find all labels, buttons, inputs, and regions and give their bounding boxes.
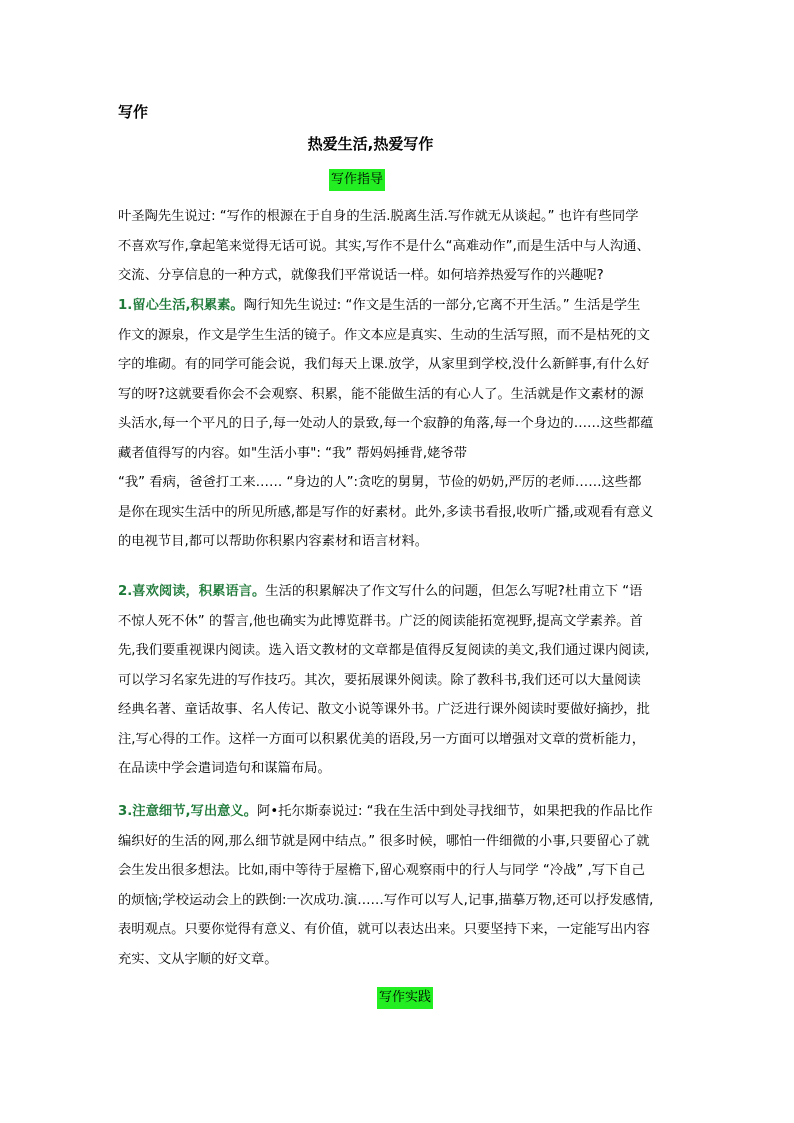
- intro-paragraph: [118, 202, 684, 291]
- paragraph-1: [118, 291, 684, 557]
- paragraph-line: 写的呀?这就要看你会不会观察、积累，能不能做生活的有心人了。生活就是作文素材的源: [118, 386, 644, 402]
- paragraph-3-first-line: [118, 797, 684, 827]
- writing-guide-badge: 写作指导: [329, 169, 385, 191]
- page-title: [0, 133, 794, 154]
- paragraph-line: 充实、文从字顺的好文章。: [118, 951, 278, 967]
- paragraph-line: 注,写心得的工作。这样一方面可以积累优美的语段,另一方面可以增强对文章的赏析能力，: [118, 731, 646, 747]
- paragraph-line: 不惊人死不休” 的誓言,他也确实为此博览群书。广泛的阅读能拓宽视野,提高文学素养。首: [118, 613, 643, 629]
- paragraph-line: 在品读中学会遣词造句和谋篇布局。: [118, 761, 331, 776]
- paragraph-line: 作文的源泉，作文是学生生活的镜子。作文本应是真实、生动的生活写照，而不是枯死的文: [118, 327, 650, 343]
- paragraph-1-heading: 1.留心生活,积累素。: [118, 298, 244, 313]
- paragraph-line: 的电视节目,都可以帮助你积累内容素材和语言材料。: [118, 534, 429, 549]
- intro-line: 叶圣陶先生说过: “写作的根源在于自身的生活.脱离生活.写作就无从谈起。” 也许有些同学: [118, 209, 639, 224]
- paragraph-3-heading: 3.注意细节,写出意义。: [118, 804, 258, 819]
- paragraph-line: 字的堆砌。有的同学可能会说，我们每天上课.放学，从家里到学校,没什么新鲜事,有什么好: [118, 357, 650, 372]
- paragraph-line: 头活水,每一个平凡的日子,每一处动人的景致,每一个寂静的角落,每一个身边的……这些都蕴: [118, 416, 654, 431]
- paragraph-2-first-line: [118, 577, 684, 607]
- paragraph-1-first-line: [118, 291, 684, 321]
- paragraph-2-first-text: 生活的积累解决了作文写什么的问题，但怎么写呢?杜甫立下 “语: [265, 584, 643, 599]
- paragraph-line: 表明观点。只要你觉得有意义、有价值，就可以表达出来。只要坚持下来，一定能写出内容: [118, 922, 650, 937]
- paragraph-line: 编织好的生活的网,那么细节就是网中结点。” 很多时候，哪怕一件细微的小事,只要留心了就: [118, 833, 650, 849]
- paragraph-line: 是你在现实生活中的所见所感,都是写作的好素材。此外,多读书看报,收听广播,或观看有意义: [118, 504, 654, 520]
- page-title-text: 热爱生活,热爱写作: [307, 135, 434, 153]
- paragraph-line: 藏者值得写的内容。如"生活小事": “我” 帮妈妈捶背,姥爷带: [118, 445, 467, 461]
- paragraph-2-heading: 2.喜欢阅读，积累语言。: [118, 584, 266, 599]
- paragraph-1-first-text: 陶行知先生说过: “作文是生活的一部分,它离不开生活。” 生活是学生: [243, 298, 641, 313]
- paragraph-3-first-text: 阿•托尔斯泰说过: “我在生活中到处寻找细节，如果把我的作品比作: [257, 804, 653, 819]
- paragraph-line: 可以学习名家先进的写作技巧。其次，要拓展课外阅读。除了教科书,我们还可以大量阅读: [118, 672, 641, 688]
- paragraph-line: 经典名著、童话故事、名人传记、散文小说等课外书。广泛进行课外阅读时要做好摘抄，批: [118, 702, 650, 717]
- writing-practice-badge: 写作实践: [377, 987, 433, 1009]
- paragraph-line: 先,我们要重视课内阅读。选入语文教材的文章都是值得反复阅读的美文,我们通过课内阅读,: [118, 643, 650, 658]
- intro-line: 不喜欢写作,拿起笔来觉得无话可说。其实,写作不是什么“高难动作”,而是生活中与人沟通、: [118, 238, 650, 254]
- paragraph-line: 的烦恼;学校运动会上的跌倒:一次成功.演……写作可以写人,记事,描摹万物,还可以抒发感情,: [118, 892, 654, 908]
- intro-line: 交流、分享信息的一种方式，就像我们平常说话一样。如何培养热爱写作的兴趣呢?: [118, 268, 604, 283]
- paragraph-line: “我” 看病，爸爸打工来…… “身边的人”:贪吃的舅舅，节俭的奶奶,严厉的老师……这些都: [118, 475, 642, 490]
- paragraph-3: [118, 797, 684, 974]
- section-label: 写作: [118, 103, 149, 121]
- paragraph-line: 会生发出很多想法。比如,雨中等待于屋檐下,留心观察雨中的行人与同学 “冷战” ,写下自己: [118, 863, 645, 878]
- paragraph-2: [118, 577, 684, 784]
